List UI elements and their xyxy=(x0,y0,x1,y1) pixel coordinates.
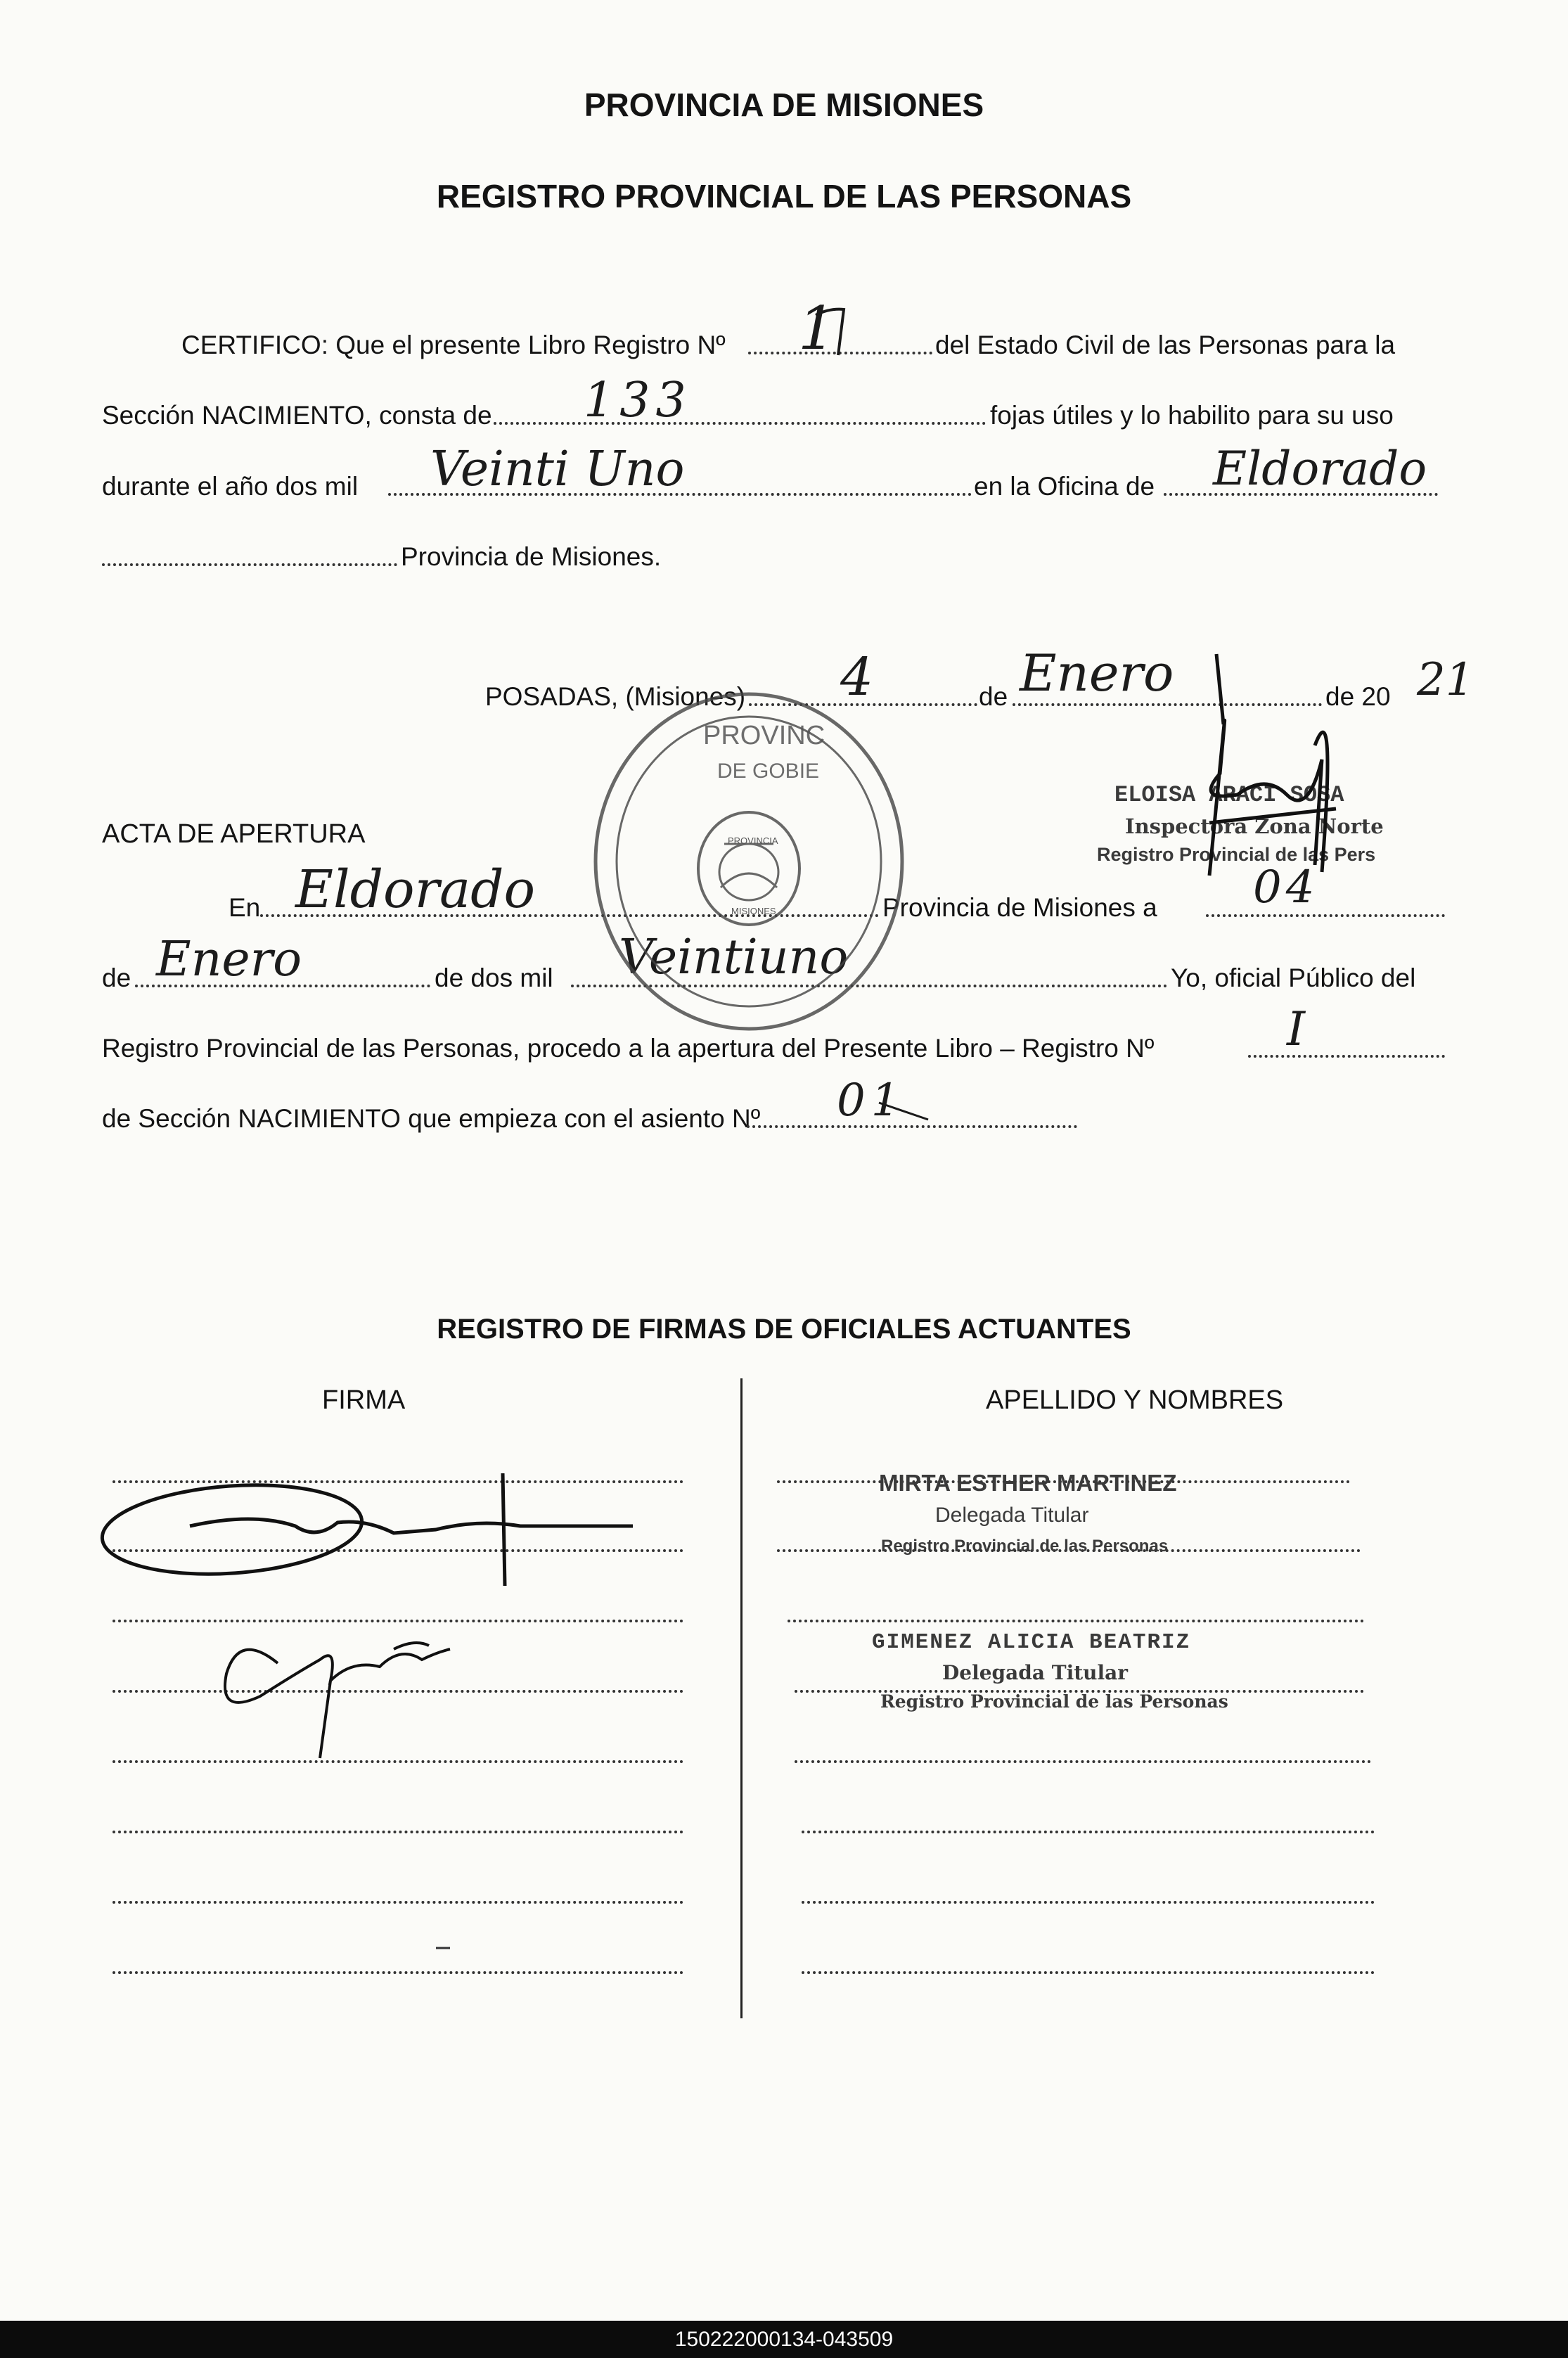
registry-title: REGISTRO PROVINCIAL DE LAS PERSONAS xyxy=(436,178,1132,214)
cert-line3-a: durante el año dos mil xyxy=(102,472,359,501)
cert-line1-a: CERTIFICO: Que el presente Libro Registro Nº xyxy=(181,331,726,359)
cert-line4: Provincia de Misiones. xyxy=(401,542,662,571)
hw-acta-book: I xyxy=(1287,1002,1306,1056)
acta-l2-a: de xyxy=(102,963,131,992)
footer-code: 150222000134-043509 xyxy=(0,2321,1568,2358)
inspector-stamp-role: Inspectora Zona Norte xyxy=(1125,814,1384,838)
acta-l2-b: de dos mil xyxy=(435,963,553,992)
hw-acta-place: Eldorado xyxy=(295,859,536,920)
cert-line3-b: en la Oficina de xyxy=(974,472,1155,501)
acta-l3: Registro Provincial de las Personas, procedo a la apertura del Presente Libro – Registro Nº xyxy=(102,1034,1155,1063)
stamp1-org: Registro Provincial de las Personas xyxy=(881,1537,1169,1556)
inspector-stamp-org: Registro Provincial de las Pers xyxy=(1097,844,1376,865)
hw-office: Eldorado xyxy=(1213,442,1427,496)
hw-acta-year: Veintiuno xyxy=(619,930,849,985)
date-place: POSADAS, (Misiones) xyxy=(485,682,746,711)
date-de1: de xyxy=(979,682,1008,711)
hw-acta-month: Enero xyxy=(156,932,302,987)
inspector-signature xyxy=(1209,654,1336,876)
acta-l1-b: Provincia de Misiones a xyxy=(882,893,1157,922)
seal-center-text-2: MISIONES xyxy=(731,906,776,916)
signature-1 xyxy=(99,1473,633,1586)
signature-2 xyxy=(225,1643,450,1758)
cert-line1-b: del Estado Civil de las Personas para la xyxy=(935,331,1396,359)
hw-year: Veinti Uno xyxy=(430,442,685,497)
hw-date-month: Enero xyxy=(1020,643,1174,703)
col-firma-header: FIRMA xyxy=(322,1385,406,1415)
hw-pages: 133 xyxy=(584,373,692,428)
hw-stroke-entry xyxy=(879,1103,928,1120)
hw-acta-day: 04 xyxy=(1253,861,1319,914)
acta-title: ACTA DE APERTURA xyxy=(102,819,366,849)
hw-date-year: 21 xyxy=(1417,654,1474,706)
stamp2-org: Registro Provincial de las Personas xyxy=(880,1691,1228,1712)
seal-text-top: PROVINC xyxy=(703,721,825,750)
stamp1-name: MIRTA ESTHER MARTINEZ xyxy=(879,1470,1177,1496)
hw-book-number: 1 xyxy=(798,294,836,363)
hw-date-day: 4 xyxy=(840,647,874,707)
inspector-stamp-name: ELOISA ARACI SOSA xyxy=(1114,782,1344,808)
acta-l4: de Sección NACIMIENTO que empieza con el asiento Nº xyxy=(102,1104,761,1133)
col-nombres-header: APELLIDO Y NOMBRES xyxy=(986,1385,1284,1415)
seal-text-inner: DE GOBIE xyxy=(717,760,820,783)
date-de2: de 20 xyxy=(1325,682,1391,711)
stamp1-role: Delegada Titular xyxy=(935,1504,1089,1527)
signatures-title: REGISTRO DE FIRMAS DE OFICIALES ACTUANTES xyxy=(437,1314,1131,1345)
stamp2-role: Delegada Titular xyxy=(942,1661,1129,1684)
acta-l2-c: Yo, oficial Público del xyxy=(1171,963,1416,992)
cert-line2-a: Sección NACIMIENTO, consta de xyxy=(102,401,492,430)
stamp2-name: GIMENEZ ALICIA BEATRIZ xyxy=(872,1630,1191,1655)
hw-stroke-book xyxy=(816,309,844,355)
province-title: PROVINCIA DE MISIONES xyxy=(584,86,984,123)
seal-center-text: PROVINCIA xyxy=(728,835,778,846)
acta-l1-a: En xyxy=(229,893,261,922)
hw-acta-entry: 01 xyxy=(837,1075,906,1127)
cert-line2-b: fojas útiles y lo habilito para su uso xyxy=(990,401,1394,430)
